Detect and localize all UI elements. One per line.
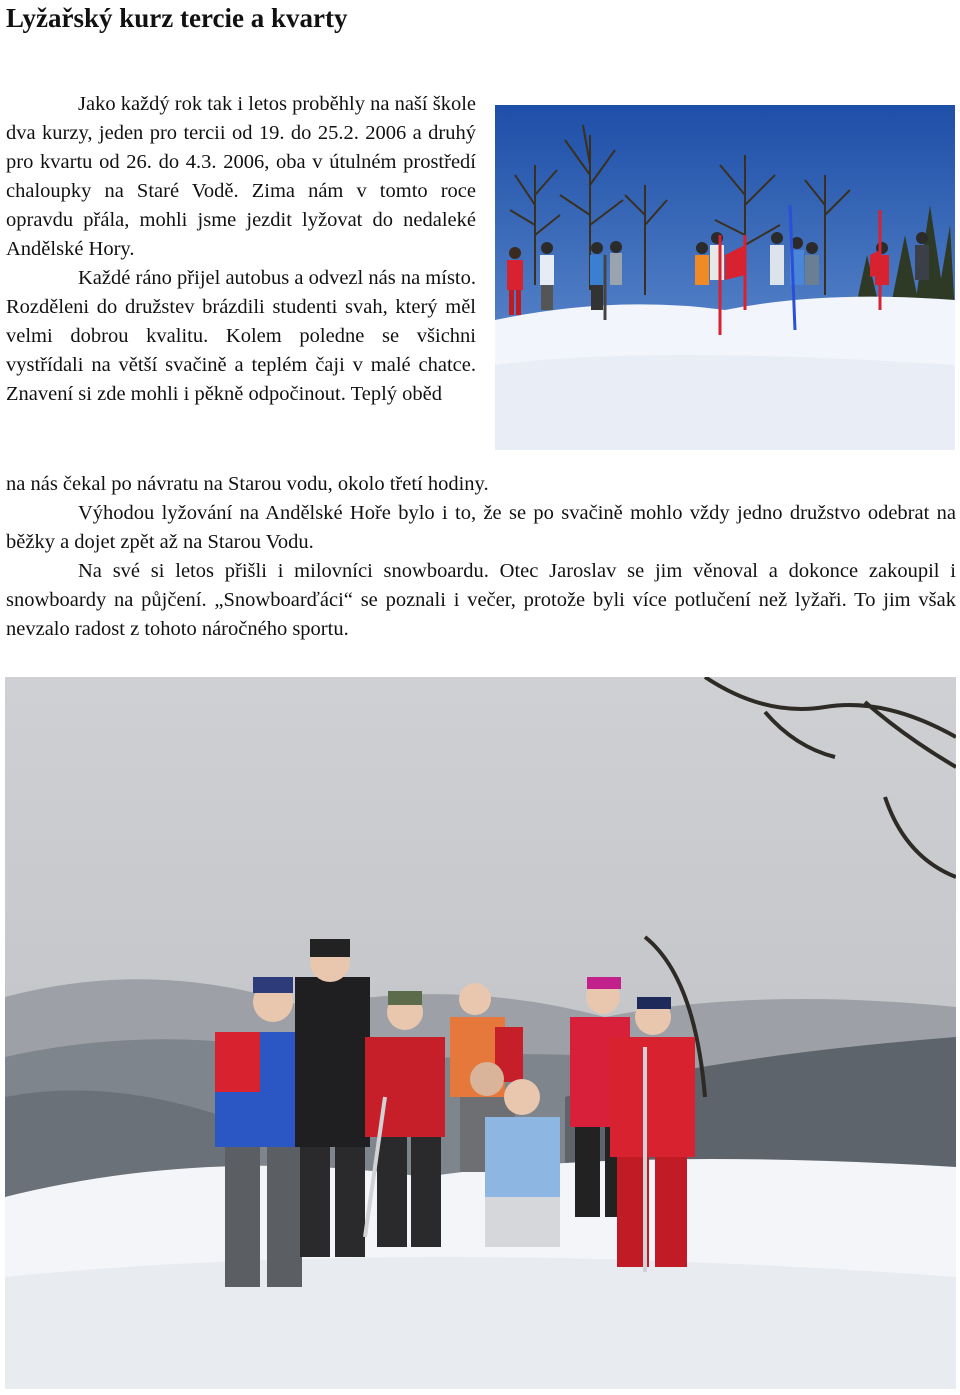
paragraph-3: Výhodou lyžování na Andělské Hoře bylo i to, že se po svačině mohlo vždy jedno družstvo odebrat na běžky a dojet zpět až na Starou Vodu. xyxy=(6,502,956,553)
article-title: Lyžařský kurz tercie a kvarty xyxy=(6,3,348,33)
ski-slope-illustration xyxy=(495,105,955,450)
paragraph-4: Na své si letos přišli i milovníci snowboardu. Otec Jaroslav se jim věnoval a dokonce zakoupil i snowboardy na půjčení. „Snowboarďáci“ se poznali i večer, protože byli více potlučení než lyžaři. To jim však nevzalo radost z tohoto náročného sportu. xyxy=(6,560,956,640)
group-photo-illustration xyxy=(5,677,956,1389)
ski-slope-photo xyxy=(495,105,955,450)
group-photo xyxy=(5,677,956,1389)
article-column-text xyxy=(6,90,476,409)
article-full-width-text xyxy=(6,470,956,644)
paragraph-2-bottom: na nás čekal po návratu na Starou vodu, okolo třetí hodiny. xyxy=(6,473,489,495)
paragraph-2-top: Každé ráno přijel autobus a odvezl nás na místo. Rozděleni do družstev brázdili studenti svah, který měl velmi dobrou kvalitu. Kolem poledne se všichni vystřídali na větší svačině a teplém čaji v malé chatce. Znavení si zde mohli i pěkně odpočinout. Teplý oběd xyxy=(6,267,476,405)
paragraph-1: Jako každý rok tak i letos proběhly na naší škole dva kurzy, jeden pro tercii od 19. do 25.2. 2006 a druhý pro kvartu od 26. do 4.3. 2006, oba v útulném prostředí chaloupky na Staré Vodě. Zima nám v tomto roce opravdu přála, mohli jsme jezdit lyžovat do nedaleké Andělské Hory. xyxy=(6,93,476,260)
